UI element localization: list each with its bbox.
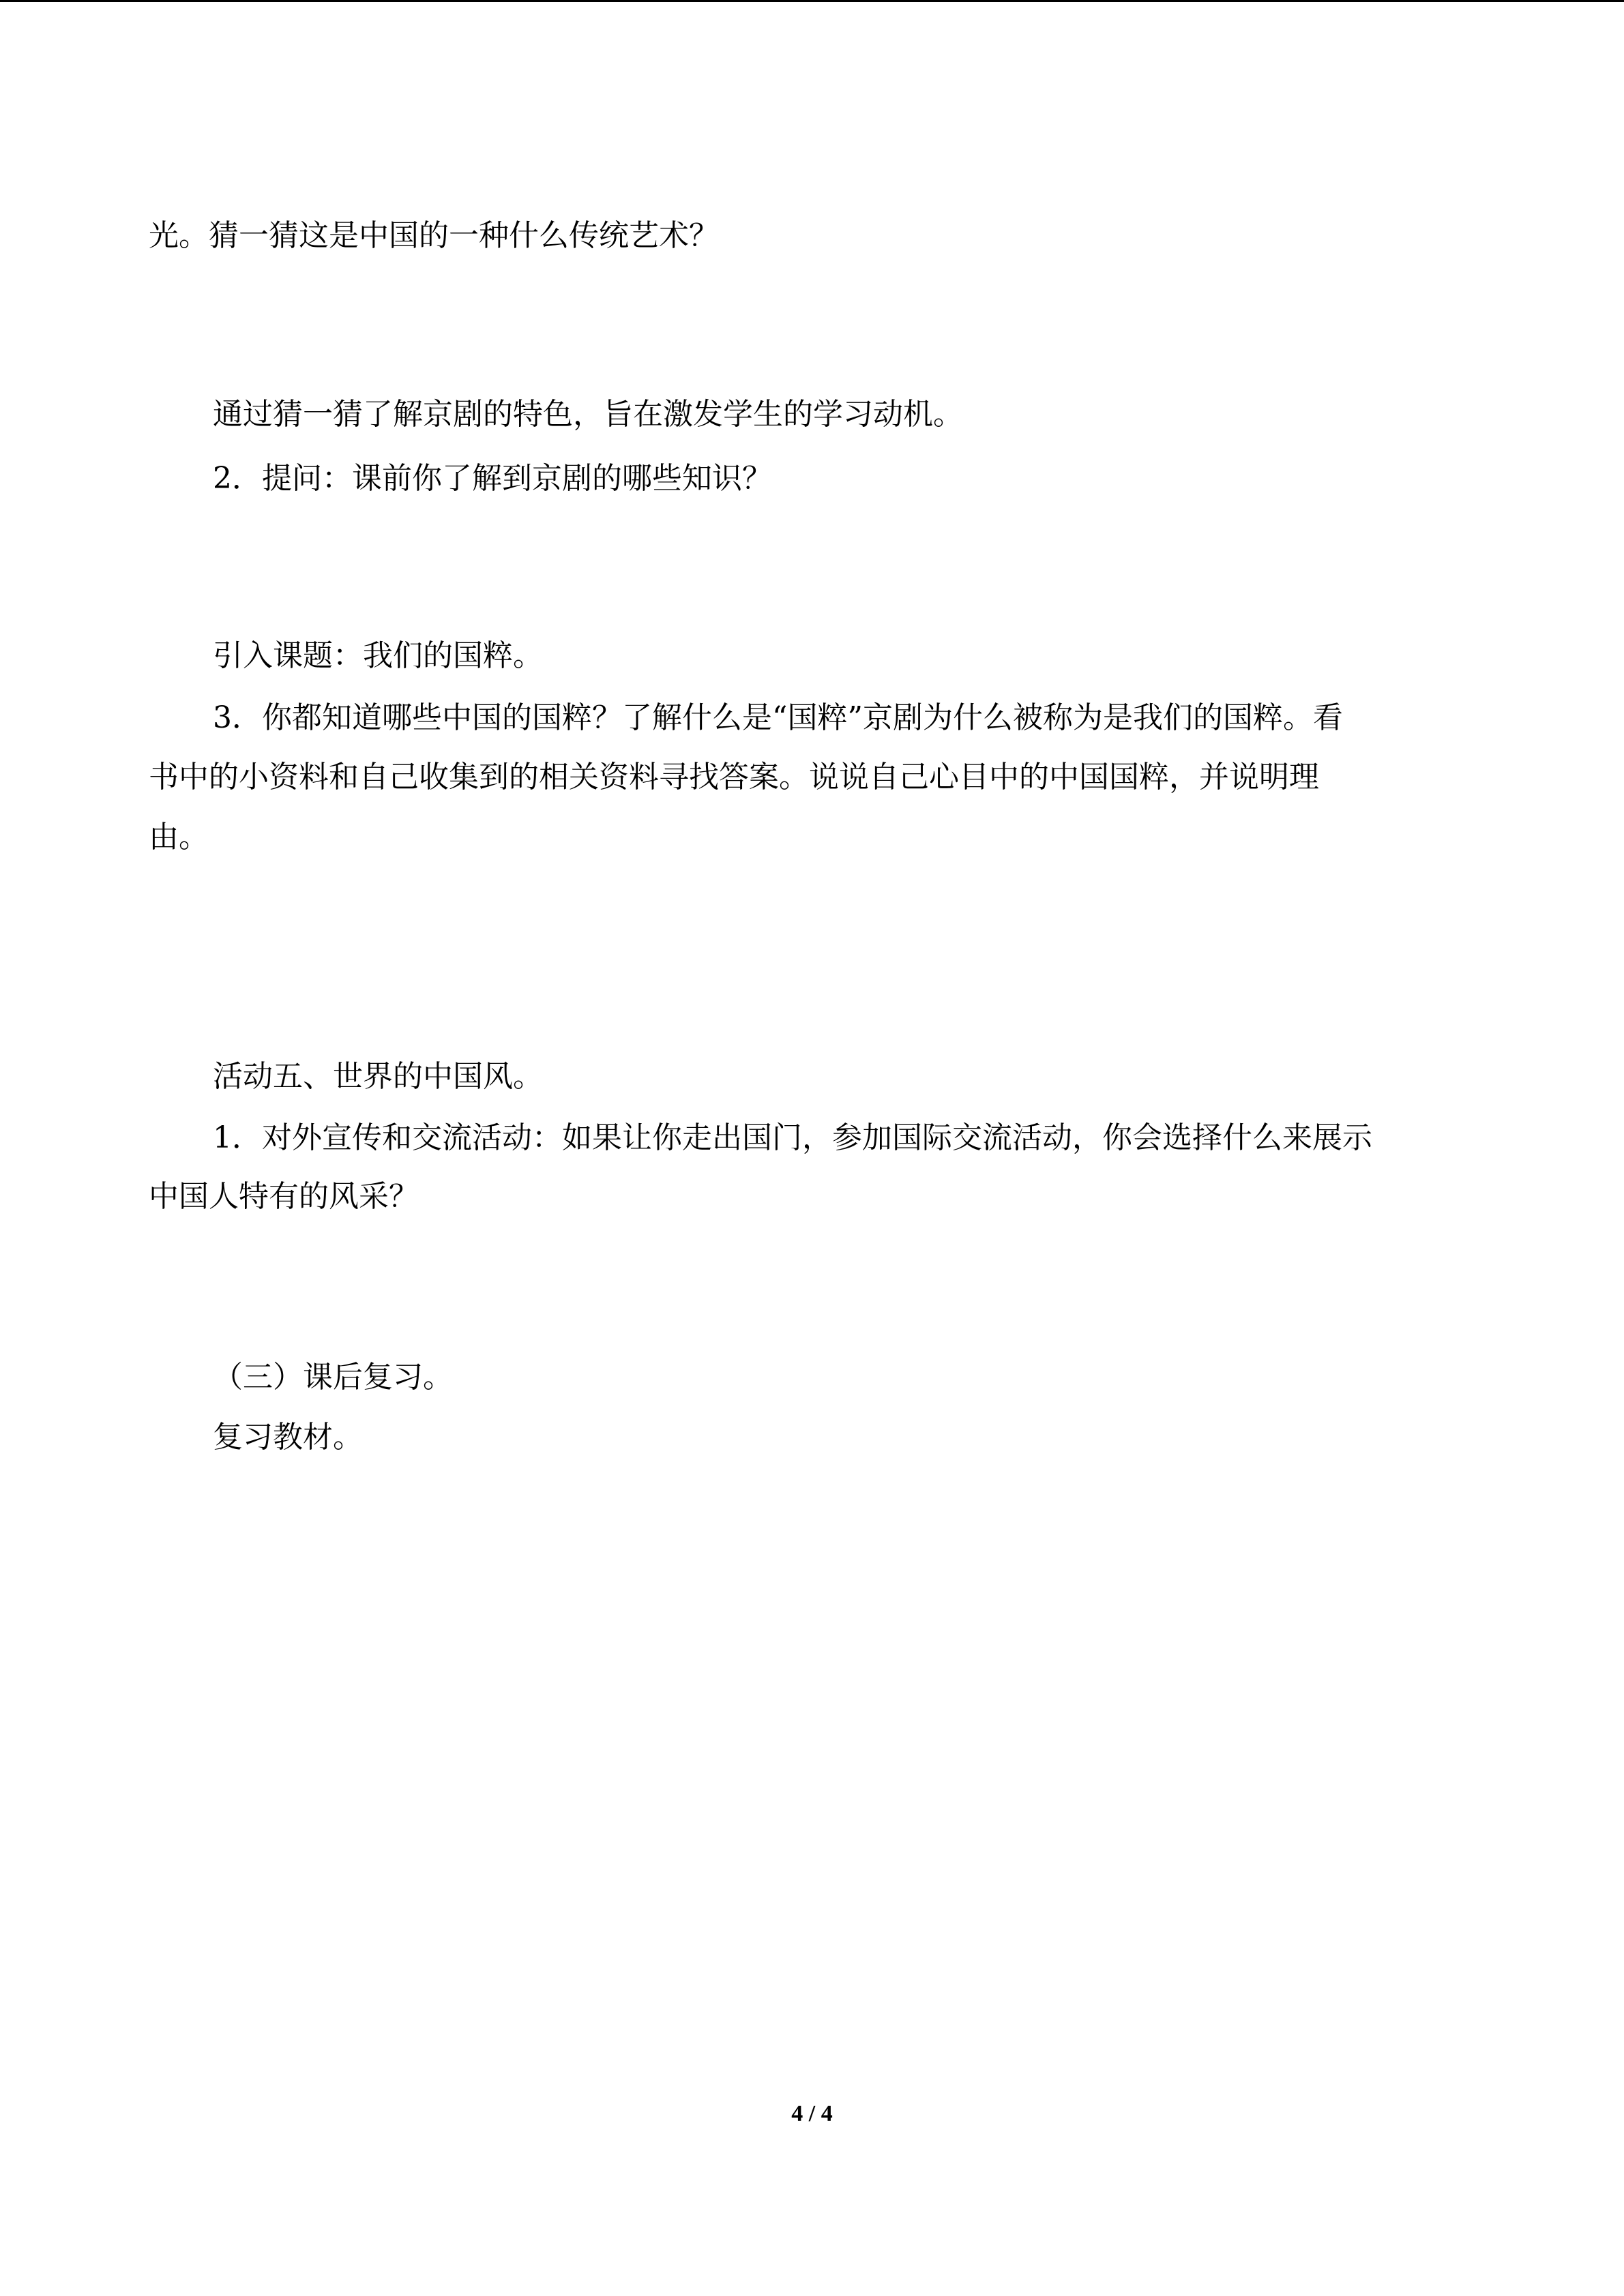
paragraph-line: 由。 xyxy=(149,820,209,854)
paragraph-line: 通过猜一猜了解京剧的特色，旨在激发学生的学习动机。 xyxy=(213,397,963,432)
paragraph-line: 引入课题：我们的国粹。 xyxy=(213,638,543,673)
paragraph-line: 复习教材。 xyxy=(213,1420,363,1455)
paragraph-line: 2．提问：课前你了解到京剧的哪些知识？ xyxy=(213,461,772,496)
paragraph-line: 中国人特有的风采？ xyxy=(149,1179,419,1214)
page-number: 4 / 4 xyxy=(791,2101,833,2126)
paragraph-line: 光。猜一猜这是中国的一种什么传统艺术？ xyxy=(149,218,719,253)
paragraph-line: 3．你都知道哪些中国的国粹？了解什么是“国粹”京剧为什么被称为是我们的国粹。看 xyxy=(213,700,1343,735)
paragraph-line: （三）课后复习。 xyxy=(213,1360,453,1395)
paragraph-line: 书中的小资料和自己收集到的相关资料寻找答案。说说自己心目中的中国国粹，并说明理 xyxy=(149,760,1319,794)
paragraph-line: 活动五、世界的中国风。 xyxy=(213,1059,543,1094)
paragraph-line: 1．对外宣传和交流活动：如果让你走出国门，参加国际交流活动，你会选择什么来展示 xyxy=(213,1120,1372,1155)
top-border xyxy=(0,0,1624,2)
